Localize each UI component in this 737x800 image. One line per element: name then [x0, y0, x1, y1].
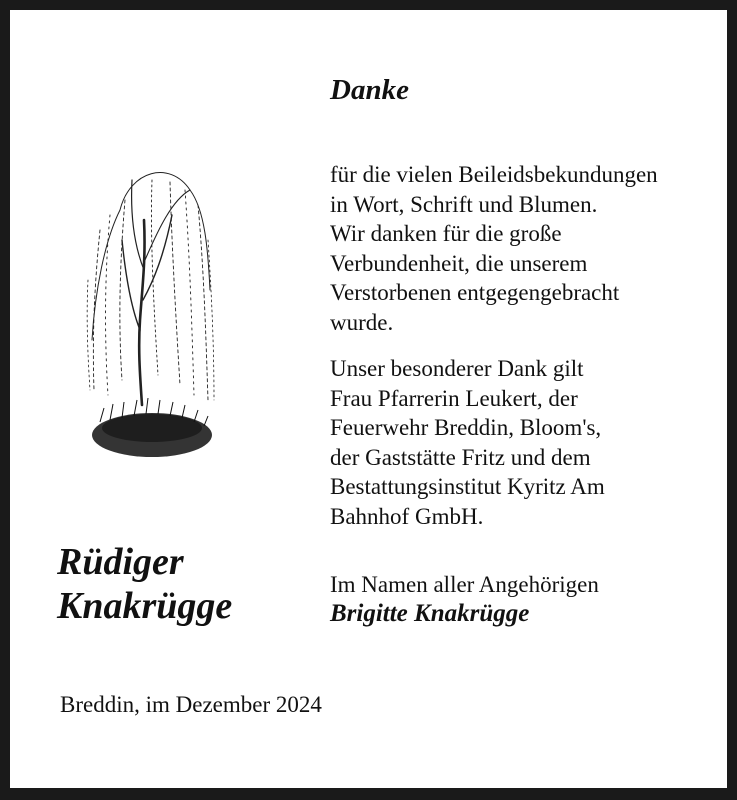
text-line: Wir danken für die große: [330, 221, 562, 246]
notice-title: Danke: [330, 74, 409, 106]
text-line: in Wort, Schrift und Blumen.: [330, 191, 598, 217]
closing-line: Im Namen aller Angehörigen: [330, 572, 599, 597]
text-line: der Gaststätte Fritz und dem: [330, 444, 591, 470]
text-line: Bestattungsinstitut Kyritz Am: [330, 474, 605, 499]
deceased-first-name: Rüdiger: [57, 541, 184, 583]
deceased-name: [57, 540, 232, 628]
weeping-willow-icon: [80, 160, 225, 480]
text-line: Verstorbenen entgegengebracht: [330, 280, 620, 305]
place-date: Breddin, im Dezember 2024: [60, 692, 322, 717]
text-line: Verbundenheit, die unserem: [330, 250, 588, 276]
text-line: für die vielen Beileidsbekundungen: [330, 162, 658, 187]
text-line: Unser besonderer Dank gilt: [330, 356, 584, 381]
text-line: wurde.: [330, 309, 394, 335]
signer-name: Brigitte Knakrügge: [330, 600, 530, 627]
text-line: Feuerwehr Breddin, Bloom's,: [330, 415, 602, 440]
special-thanks-paragraph: [330, 354, 605, 531]
thanks-paragraph: [330, 160, 658, 337]
deceased-last-name: Knakrügge: [57, 585, 233, 627]
text-line: Bahnhof GmbH.: [330, 503, 484, 529]
text-line: Frau Pfarrerin Leukert, der: [330, 385, 578, 411]
